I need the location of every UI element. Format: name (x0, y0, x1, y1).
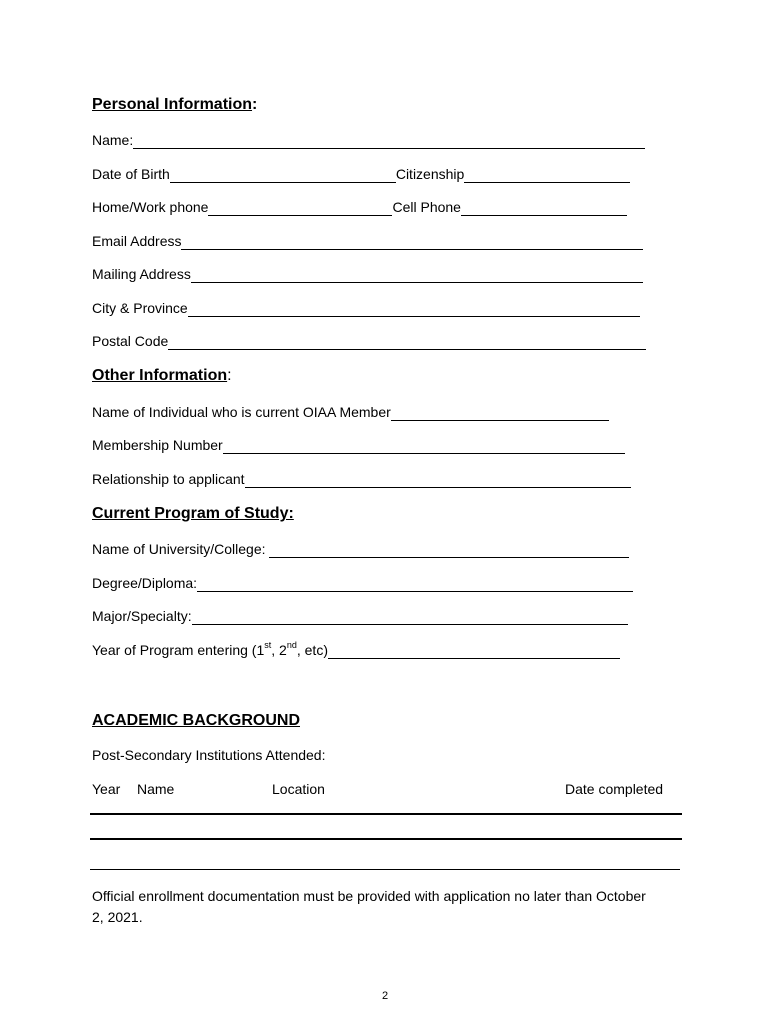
program-heading (92, 505, 294, 523)
personal-info-colon: : (252, 96, 258, 113)
col-location: Location (272, 781, 325, 797)
degree-field[interactable] (197, 577, 633, 592)
membership-label: Membership Number (92, 437, 223, 453)
col-year: Year (92, 781, 121, 797)
other-info-heading (92, 367, 232, 385)
personal-info-heading (92, 96, 257, 114)
relationship-field[interactable] (245, 473, 631, 488)
relationship-label: Relationship to applicant (92, 471, 245, 487)
institutions-label: Post-Secondary Institutions Attended: (92, 747, 326, 763)
cell-phone-field[interactable] (461, 201, 627, 216)
postal-row (92, 332, 646, 350)
city-label: City & Province (92, 300, 188, 316)
name-field-row (92, 131, 645, 149)
major-field[interactable] (192, 610, 628, 625)
email-row (92, 232, 643, 250)
name-label: Name: (92, 132, 134, 148)
city-field[interactable] (188, 302, 640, 317)
citizenship-field[interactable] (464, 168, 630, 183)
year-label-part3: , etc) (296, 642, 328, 658)
year-field[interactable] (328, 644, 620, 659)
academic-heading (92, 712, 300, 730)
university-field[interactable] (269, 543, 629, 558)
oiaa-member-row (92, 403, 609, 421)
mailing-label: Mailing Address (92, 266, 191, 282)
home-phone-field[interactable] (208, 201, 392, 216)
university-label: Name of University/College: (92, 541, 270, 557)
major-row (92, 607, 628, 625)
membership-row (92, 436, 625, 454)
institution-row-line-2[interactable] (90, 838, 682, 840)
year-label (92, 641, 328, 659)
dob-field[interactable] (170, 168, 396, 183)
phone-row (92, 198, 627, 216)
postal-field[interactable] (168, 335, 646, 350)
oiaa-member-label: Name of Individual who is current OIAA Member (92, 404, 391, 420)
major-label: Major/Specialty: (92, 608, 192, 624)
institution-row-line-1[interactable] (90, 813, 682, 815)
year-row (92, 641, 620, 659)
dob-label: Date of Birth (92, 166, 170, 182)
postal-label: Postal Code (92, 333, 169, 349)
email-label: Email Address (92, 233, 182, 249)
academic-title: ACADEMIC BACKGROUND (92, 712, 300, 729)
relationship-row (92, 470, 631, 488)
dob-citizenship-row (92, 165, 630, 183)
name-field[interactable] (133, 134, 645, 149)
mailing-field[interactable] (191, 268, 643, 283)
degree-row (92, 574, 633, 592)
year-label-part2: , 2 (271, 642, 287, 658)
citizenship-label: Citizenship (395, 166, 465, 182)
personal-info-title: Personal Information (92, 96, 253, 113)
page-number: 2 (381, 990, 389, 1002)
email-field[interactable] (181, 235, 643, 250)
cell-phone-label: Cell Phone (392, 199, 461, 215)
enrollment-note: Official enrollment documentation must be provided with application no later than October 2, 2021. (92, 888, 646, 925)
oiaa-member-field[interactable] (391, 406, 609, 421)
city-row (92, 299, 640, 317)
degree-label: Degree/Diploma: (92, 575, 198, 591)
university-row (92, 540, 629, 558)
home-phone-label: Home/Work phone (92, 199, 209, 215)
year-label-part1: Year of Program entering (1 (92, 642, 265, 658)
col-date-completed: Date completed (565, 781, 664, 797)
other-info-colon: : (227, 367, 232, 384)
year-sup-first: st (264, 640, 272, 651)
mailing-row (92, 265, 643, 283)
program-title: Current Program of Study: (92, 505, 294, 522)
institution-row-line-3[interactable] (90, 869, 680, 870)
other-info-title: Other Information (92, 367, 228, 384)
col-name: Name (137, 781, 175, 797)
institutions-table-header (0, 781, 770, 799)
membership-field[interactable] (223, 439, 625, 454)
year-sup-second: nd (286, 640, 297, 651)
